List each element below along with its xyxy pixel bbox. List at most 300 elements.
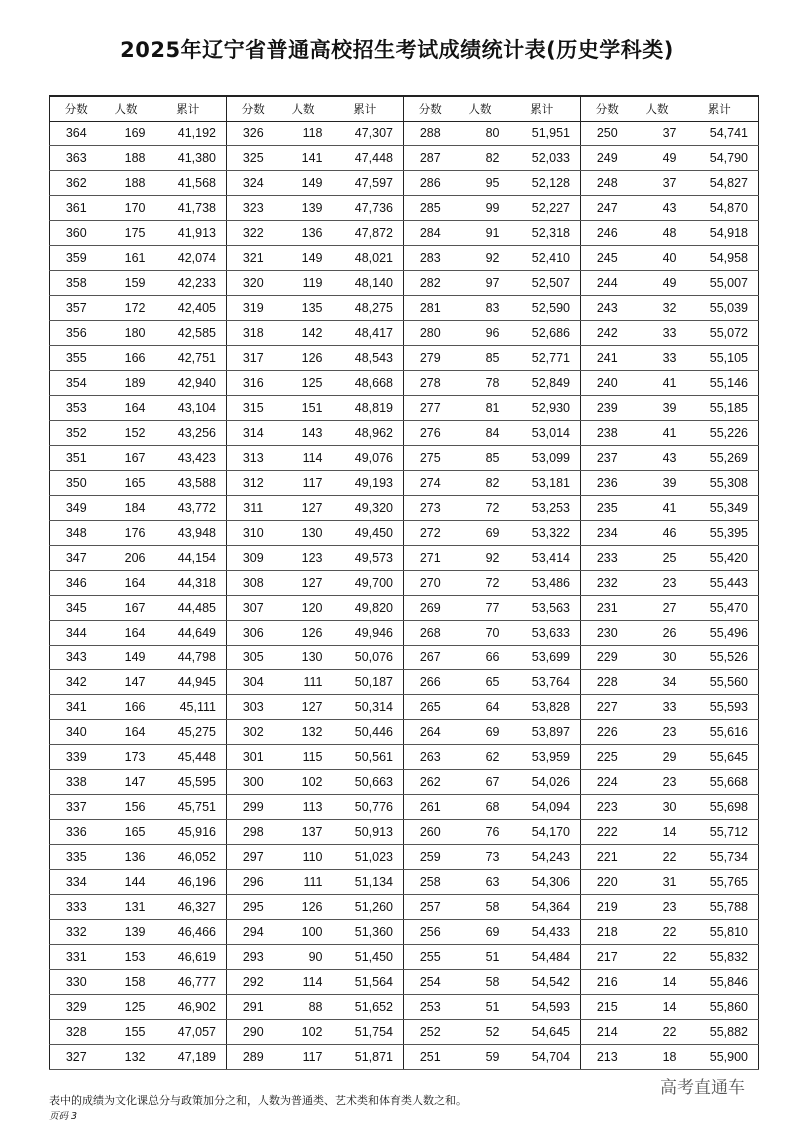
cumulative-cell: 44,649 xyxy=(150,620,227,645)
score-cell: 331 xyxy=(50,944,103,969)
cumulative-cell: 52,227 xyxy=(504,196,581,221)
score-cell: 276 xyxy=(404,420,457,445)
score-cell: 298 xyxy=(227,820,280,845)
cumulative-cell: 46,902 xyxy=(150,994,227,1019)
cumulative-cell: 43,104 xyxy=(150,395,227,420)
score-cell: 243 xyxy=(581,296,634,321)
cumulative-cell: 46,327 xyxy=(150,895,227,920)
score-cell: 235 xyxy=(581,495,634,520)
score-cell: 339 xyxy=(50,745,103,770)
table-row xyxy=(50,221,759,246)
count-cell: 127 xyxy=(280,495,327,520)
cumulative-cell: 55,712 xyxy=(681,820,759,845)
count-cell: 33 xyxy=(634,346,681,371)
count-cell: 97 xyxy=(457,271,504,296)
table-row xyxy=(50,845,759,870)
score-cell: 216 xyxy=(581,969,634,994)
score-cell: 301 xyxy=(227,745,280,770)
score-cell: 300 xyxy=(227,770,280,795)
score-cell: 272 xyxy=(404,520,457,545)
count-cell: 142 xyxy=(280,321,327,346)
count-cell: 180 xyxy=(103,321,150,346)
header-count: 人数 xyxy=(457,96,504,121)
score-cell: 291 xyxy=(227,994,280,1019)
cumulative-cell: 47,189 xyxy=(150,1044,227,1069)
cumulative-cell: 47,448 xyxy=(327,146,404,171)
count-cell: 63 xyxy=(457,870,504,895)
score-cell: 325 xyxy=(227,146,280,171)
header-count: 人数 xyxy=(634,96,681,121)
cumulative-cell: 52,410 xyxy=(504,246,581,271)
cumulative-cell: 55,560 xyxy=(681,670,759,695)
table-row xyxy=(50,545,759,570)
count-cell: 77 xyxy=(457,595,504,620)
cumulative-cell: 54,870 xyxy=(681,196,759,221)
cumulative-cell: 42,405 xyxy=(150,296,227,321)
count-cell: 123 xyxy=(280,545,327,570)
score-cell: 287 xyxy=(404,146,457,171)
cumulative-cell: 44,485 xyxy=(150,595,227,620)
score-cell: 266 xyxy=(404,670,457,695)
score-cell: 317 xyxy=(227,346,280,371)
count-cell: 65 xyxy=(457,670,504,695)
header-cumulative: 累计 xyxy=(504,96,581,121)
count-cell: 33 xyxy=(634,695,681,720)
cumulative-cell: 55,308 xyxy=(681,470,759,495)
score-cell: 236 xyxy=(581,470,634,495)
cumulative-cell: 46,052 xyxy=(150,845,227,870)
score-cell: 248 xyxy=(581,171,634,196)
count-cell: 92 xyxy=(457,246,504,271)
cumulative-cell: 54,542 xyxy=(504,969,581,994)
cumulative-cell: 53,099 xyxy=(504,445,581,470)
count-cell: 18 xyxy=(634,1044,681,1069)
cumulative-cell: 52,849 xyxy=(504,371,581,396)
score-cell: 217 xyxy=(581,944,634,969)
score-cell: 302 xyxy=(227,720,280,745)
score-cell: 345 xyxy=(50,595,103,620)
count-cell: 34 xyxy=(634,670,681,695)
table-row xyxy=(50,371,759,396)
score-cell: 290 xyxy=(227,1019,280,1044)
cumulative-cell: 49,320 xyxy=(327,495,404,520)
count-cell: 102 xyxy=(280,770,327,795)
count-cell: 91 xyxy=(457,221,504,246)
cumulative-cell: 44,798 xyxy=(150,645,227,670)
score-cell: 333 xyxy=(50,895,103,920)
cumulative-cell: 43,948 xyxy=(150,520,227,545)
cumulative-cell: 47,736 xyxy=(327,196,404,221)
count-cell: 80 xyxy=(457,121,504,146)
count-cell: 137 xyxy=(280,820,327,845)
score-cell: 264 xyxy=(404,720,457,745)
table-row xyxy=(50,196,759,221)
count-cell: 125 xyxy=(280,371,327,396)
count-cell: 14 xyxy=(634,820,681,845)
score-cell: 327 xyxy=(50,1044,103,1069)
cumulative-cell: 53,486 xyxy=(504,570,581,595)
count-cell: 78 xyxy=(457,371,504,396)
score-cell: 329 xyxy=(50,994,103,1019)
score-cell: 277 xyxy=(404,395,457,420)
table-row xyxy=(50,770,759,795)
cumulative-cell: 52,930 xyxy=(504,395,581,420)
cumulative-cell: 55,470 xyxy=(681,595,759,620)
score-cell: 323 xyxy=(227,196,280,221)
score-cell: 306 xyxy=(227,620,280,645)
count-cell: 64 xyxy=(457,695,504,720)
score-cell: 360 xyxy=(50,221,103,246)
count-cell: 131 xyxy=(103,895,150,920)
score-cell: 312 xyxy=(227,470,280,495)
score-cell: 261 xyxy=(404,795,457,820)
table-row xyxy=(50,720,759,745)
score-cell: 241 xyxy=(581,346,634,371)
score-cell: 320 xyxy=(227,271,280,296)
cumulative-cell: 41,568 xyxy=(150,171,227,196)
header-cumulative: 累计 xyxy=(681,96,759,121)
count-cell: 49 xyxy=(634,271,681,296)
count-cell: 81 xyxy=(457,395,504,420)
cumulative-cell: 53,959 xyxy=(504,745,581,770)
cumulative-cell: 49,946 xyxy=(327,620,404,645)
cumulative-cell: 41,913 xyxy=(150,221,227,246)
count-cell: 52 xyxy=(457,1019,504,1044)
table-row xyxy=(50,395,759,420)
cumulative-cell: 54,026 xyxy=(504,770,581,795)
cumulative-cell: 54,243 xyxy=(504,845,581,870)
count-cell: 73 xyxy=(457,845,504,870)
score-cell: 271 xyxy=(404,545,457,570)
count-cell: 83 xyxy=(457,296,504,321)
cumulative-cell: 55,039 xyxy=(681,296,759,321)
score-cell: 322 xyxy=(227,221,280,246)
score-cell: 269 xyxy=(404,595,457,620)
table-row xyxy=(50,795,759,820)
score-cell: 286 xyxy=(404,171,457,196)
cumulative-cell: 54,593 xyxy=(504,994,581,1019)
count-cell: 152 xyxy=(103,420,150,445)
count-cell: 58 xyxy=(457,895,504,920)
score-cell: 347 xyxy=(50,545,103,570)
score-cell: 292 xyxy=(227,969,280,994)
cumulative-cell: 55,698 xyxy=(681,795,759,820)
cumulative-cell: 44,154 xyxy=(150,545,227,570)
score-cell: 363 xyxy=(50,146,103,171)
cumulative-cell: 55,185 xyxy=(681,395,759,420)
count-cell: 119 xyxy=(280,271,327,296)
cumulative-cell: 49,820 xyxy=(327,595,404,620)
score-cell: 293 xyxy=(227,944,280,969)
table-row xyxy=(50,296,759,321)
table-row xyxy=(50,944,759,969)
score-cell: 234 xyxy=(581,520,634,545)
count-cell: 69 xyxy=(457,720,504,745)
table-row xyxy=(50,745,759,770)
cumulative-cell: 55,072 xyxy=(681,321,759,346)
cumulative-cell: 48,819 xyxy=(327,395,404,420)
score-cell: 213 xyxy=(581,1044,634,1069)
cumulative-cell: 52,128 xyxy=(504,171,581,196)
count-cell: 26 xyxy=(634,620,681,645)
count-cell: 62 xyxy=(457,745,504,770)
count-cell: 166 xyxy=(103,346,150,371)
table-row xyxy=(50,1044,759,1069)
score-cell: 252 xyxy=(404,1019,457,1044)
count-cell: 164 xyxy=(103,620,150,645)
cumulative-cell: 55,496 xyxy=(681,620,759,645)
count-cell: 167 xyxy=(103,595,150,620)
score-cell: 218 xyxy=(581,920,634,945)
cumulative-cell: 49,700 xyxy=(327,570,404,595)
count-cell: 188 xyxy=(103,171,150,196)
score-cell: 282 xyxy=(404,271,457,296)
table-row xyxy=(50,321,759,346)
score-cell: 364 xyxy=(50,121,103,146)
cumulative-cell: 51,652 xyxy=(327,994,404,1019)
count-cell: 172 xyxy=(103,296,150,321)
cumulative-cell: 55,882 xyxy=(681,1019,759,1044)
score-cell: 362 xyxy=(50,171,103,196)
count-cell: 166 xyxy=(103,695,150,720)
cumulative-cell: 47,872 xyxy=(327,221,404,246)
table-row xyxy=(50,994,759,1019)
page-title: 2025年辽宁省普通高校招生考试成绩统计表(历史学科类) xyxy=(120,38,674,62)
count-cell: 95 xyxy=(457,171,504,196)
cumulative-cell: 47,057 xyxy=(150,1019,227,1044)
score-cell: 336 xyxy=(50,820,103,845)
table-row xyxy=(50,895,759,920)
score-cell: 265 xyxy=(404,695,457,720)
score-cell: 313 xyxy=(227,445,280,470)
cumulative-cell: 50,446 xyxy=(327,720,404,745)
count-cell: 85 xyxy=(457,445,504,470)
cumulative-cell: 41,738 xyxy=(150,196,227,221)
table-row xyxy=(50,870,759,895)
table-row xyxy=(50,570,759,595)
count-cell: 165 xyxy=(103,820,150,845)
count-cell: 85 xyxy=(457,346,504,371)
count-cell: 114 xyxy=(280,969,327,994)
cumulative-cell: 48,962 xyxy=(327,420,404,445)
cumulative-cell: 53,014 xyxy=(504,420,581,445)
count-cell: 72 xyxy=(457,495,504,520)
count-cell: 14 xyxy=(634,994,681,1019)
score-cell: 348 xyxy=(50,520,103,545)
score-cell: 219 xyxy=(581,895,634,920)
cumulative-cell: 55,226 xyxy=(681,420,759,445)
count-cell: 59 xyxy=(457,1044,504,1069)
cumulative-cell: 54,704 xyxy=(504,1044,581,1069)
score-cell: 335 xyxy=(50,845,103,870)
cumulative-cell: 51,134 xyxy=(327,870,404,895)
count-cell: 102 xyxy=(280,1019,327,1044)
cumulative-cell: 51,360 xyxy=(327,920,404,945)
table-row xyxy=(50,271,759,296)
count-cell: 22 xyxy=(634,944,681,969)
score-cell: 256 xyxy=(404,920,457,945)
cumulative-cell: 54,645 xyxy=(504,1019,581,1044)
cumulative-cell: 52,318 xyxy=(504,221,581,246)
cumulative-cell: 55,146 xyxy=(681,371,759,396)
count-cell: 149 xyxy=(280,171,327,196)
cumulative-cell: 53,699 xyxy=(504,645,581,670)
count-cell: 40 xyxy=(634,246,681,271)
score-cell: 318 xyxy=(227,321,280,346)
count-cell: 30 xyxy=(634,645,681,670)
cumulative-cell: 45,111 xyxy=(150,695,227,720)
count-cell: 90 xyxy=(280,944,327,969)
count-cell: 147 xyxy=(103,670,150,695)
cumulative-cell: 49,193 xyxy=(327,470,404,495)
score-cell: 280 xyxy=(404,321,457,346)
score-cell: 316 xyxy=(227,371,280,396)
count-cell: 99 xyxy=(457,196,504,221)
table-body xyxy=(50,121,759,1070)
score-cell: 352 xyxy=(50,420,103,445)
cumulative-cell: 55,788 xyxy=(681,895,759,920)
cumulative-cell: 45,275 xyxy=(150,720,227,745)
cumulative-cell: 42,585 xyxy=(150,321,227,346)
count-cell: 69 xyxy=(457,520,504,545)
count-cell: 14 xyxy=(634,969,681,994)
count-cell: 164 xyxy=(103,720,150,745)
score-cell: 332 xyxy=(50,920,103,945)
score-cell: 283 xyxy=(404,246,457,271)
cumulative-cell: 51,871 xyxy=(327,1044,404,1069)
score-cell: 258 xyxy=(404,870,457,895)
count-cell: 41 xyxy=(634,371,681,396)
count-cell: 132 xyxy=(280,720,327,745)
count-cell: 120 xyxy=(280,595,327,620)
cumulative-cell: 55,593 xyxy=(681,695,759,720)
footnote: 表中的成绩为文化课总分与政策加分之和，人数为普通类、艺术类和体育类人数之和。 xyxy=(49,1094,467,1107)
table-row xyxy=(50,620,759,645)
cumulative-cell: 51,260 xyxy=(327,895,404,920)
count-cell: 92 xyxy=(457,545,504,570)
score-cell: 356 xyxy=(50,321,103,346)
count-cell: 127 xyxy=(280,695,327,720)
count-cell: 37 xyxy=(634,121,681,146)
count-cell: 117 xyxy=(280,1044,327,1069)
cumulative-cell: 55,765 xyxy=(681,870,759,895)
table-row xyxy=(50,595,759,620)
cumulative-cell: 45,751 xyxy=(150,795,227,820)
count-cell: 110 xyxy=(280,845,327,870)
count-cell: 23 xyxy=(634,720,681,745)
count-cell: 141 xyxy=(280,146,327,171)
table-row xyxy=(50,346,759,371)
header-count: 人数 xyxy=(103,96,150,121)
cumulative-cell: 50,776 xyxy=(327,795,404,820)
cumulative-cell: 42,233 xyxy=(150,271,227,296)
score-cell: 351 xyxy=(50,445,103,470)
score-cell: 315 xyxy=(227,395,280,420)
score-statistics-table xyxy=(49,95,759,1070)
cumulative-cell: 46,466 xyxy=(150,920,227,945)
count-cell: 41 xyxy=(634,495,681,520)
score-cell: 338 xyxy=(50,770,103,795)
count-cell: 31 xyxy=(634,870,681,895)
cumulative-cell: 54,364 xyxy=(504,895,581,920)
count-cell: 23 xyxy=(634,895,681,920)
cumulative-cell: 41,380 xyxy=(150,146,227,171)
score-cell: 225 xyxy=(581,745,634,770)
score-cell: 228 xyxy=(581,670,634,695)
count-cell: 147 xyxy=(103,770,150,795)
score-cell: 311 xyxy=(227,495,280,520)
count-cell: 144 xyxy=(103,870,150,895)
header-count: 人数 xyxy=(280,96,327,121)
table-row xyxy=(50,695,759,720)
score-cell: 303 xyxy=(227,695,280,720)
cumulative-cell: 50,187 xyxy=(327,670,404,695)
count-cell: 139 xyxy=(280,196,327,221)
cumulative-cell: 46,196 xyxy=(150,870,227,895)
score-cell: 238 xyxy=(581,420,634,445)
score-cell: 227 xyxy=(581,695,634,720)
cumulative-cell: 52,507 xyxy=(504,271,581,296)
count-cell: 136 xyxy=(280,221,327,246)
cumulative-cell: 47,307 xyxy=(327,121,404,146)
count-cell: 143 xyxy=(280,420,327,445)
cumulative-cell: 55,846 xyxy=(681,969,759,994)
score-cell: 257 xyxy=(404,895,457,920)
cumulative-cell: 54,433 xyxy=(504,920,581,945)
cumulative-cell: 55,734 xyxy=(681,845,759,870)
score-cell: 260 xyxy=(404,820,457,845)
count-cell: 25 xyxy=(634,545,681,570)
score-cell: 215 xyxy=(581,994,634,1019)
count-cell: 37 xyxy=(634,171,681,196)
cumulative-cell: 52,771 xyxy=(504,346,581,371)
cumulative-cell: 54,170 xyxy=(504,820,581,845)
score-cell: 231 xyxy=(581,595,634,620)
score-cell: 237 xyxy=(581,445,634,470)
count-cell: 72 xyxy=(457,570,504,595)
count-cell: 23 xyxy=(634,770,681,795)
count-cell: 41 xyxy=(634,420,681,445)
score-cell: 233 xyxy=(581,545,634,570)
header-score: 分数 xyxy=(50,96,103,121)
cumulative-cell: 52,686 xyxy=(504,321,581,346)
count-cell: 70 xyxy=(457,620,504,645)
count-cell: 151 xyxy=(280,395,327,420)
cumulative-cell: 55,420 xyxy=(681,545,759,570)
count-cell: 69 xyxy=(457,920,504,945)
cumulative-cell: 55,668 xyxy=(681,770,759,795)
cumulative-cell: 51,754 xyxy=(327,1019,404,1044)
cumulative-cell: 48,543 xyxy=(327,346,404,371)
count-cell: 161 xyxy=(103,246,150,271)
cumulative-cell: 55,526 xyxy=(681,645,759,670)
count-cell: 149 xyxy=(280,246,327,271)
count-cell: 136 xyxy=(103,845,150,870)
score-cell: 220 xyxy=(581,870,634,895)
cumulative-cell: 53,633 xyxy=(504,620,581,645)
score-cell: 278 xyxy=(404,371,457,396)
score-cell: 305 xyxy=(227,645,280,670)
score-cell: 255 xyxy=(404,944,457,969)
table-row xyxy=(50,420,759,445)
score-cell: 342 xyxy=(50,670,103,695)
score-cell: 350 xyxy=(50,470,103,495)
score-cell: 214 xyxy=(581,1019,634,1044)
cumulative-cell: 49,076 xyxy=(327,445,404,470)
count-cell: 84 xyxy=(457,420,504,445)
count-cell: 155 xyxy=(103,1019,150,1044)
cumulative-cell: 50,561 xyxy=(327,745,404,770)
